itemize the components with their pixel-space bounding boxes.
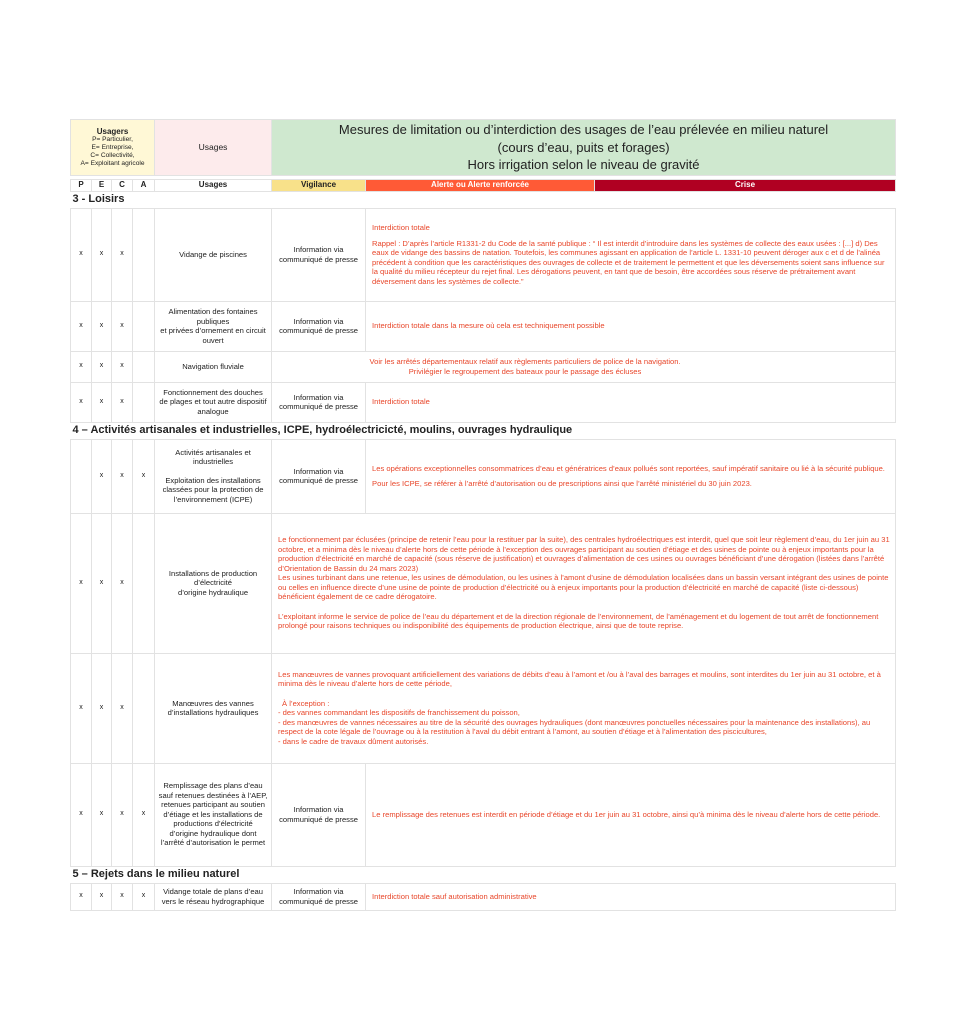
measure-cell xyxy=(272,351,896,382)
measure-cell: Interdiction totale xyxy=(366,382,896,422)
mark-p: x xyxy=(71,351,92,382)
mark-c: x xyxy=(112,653,133,763)
usage-cell: Manœuvres des vannes d’installations hydrauliques xyxy=(155,653,272,763)
usage-cell: Vidange totale de plans d’eau vers le réseau hydrographique xyxy=(155,883,272,910)
title-line-3: Hors irrigation selon le niveau de gravité xyxy=(467,157,700,173)
mark-a xyxy=(133,351,155,382)
mark-e: x xyxy=(92,382,112,422)
table-row xyxy=(71,763,896,866)
measure-item: - des manœuvres de vannes nécessaires au titre de la sécurité des ouvrages hydrauliques (dont manœuvres ponctuelles nécessaires pour la maintenance des installations), au respect de la cote légale de l’ouvrage ou à la restitution à l’aval du débit entrant à l’amont, au soutien d’étiage et à l’alimentation des piscicultures, xyxy=(278,717,871,737)
measure-cell xyxy=(366,439,896,513)
header-row xyxy=(71,120,896,176)
usage-line: Installations de production d’électricité xyxy=(168,568,258,588)
usage-line: d’origine hydraulique xyxy=(177,587,249,597)
measure-text: Interdiction totale xyxy=(372,223,430,233)
section-activites xyxy=(71,422,896,439)
usagers-title: Usagers xyxy=(96,126,129,136)
usage-line: Activités artisanales et industrielles xyxy=(175,447,251,467)
usage-cell: Fonctionnement des douches de plages et tout autre dispositif analogue xyxy=(155,382,272,422)
usage-cell: Vidange de piscines xyxy=(155,208,272,301)
section-rejets xyxy=(71,866,896,883)
mark-p: x xyxy=(71,382,92,422)
measure-line: Privilégier le regroupement des bateaux pour le passage des écluses xyxy=(408,366,642,376)
mark-a xyxy=(133,301,155,351)
mark-e: x xyxy=(92,763,112,866)
mark-c: x xyxy=(112,883,133,910)
mark-a xyxy=(133,208,155,301)
col-c: C xyxy=(112,179,133,191)
mark-e: x xyxy=(92,351,112,382)
table-row xyxy=(71,439,896,513)
mark-p: x xyxy=(71,883,92,910)
mark-a: x xyxy=(133,883,155,910)
usagers-legend-e: E= Entreprise, xyxy=(91,144,134,152)
mark-p: x xyxy=(71,653,92,763)
mark-c: x xyxy=(112,382,133,422)
mark-c: x xyxy=(112,351,133,382)
table-row xyxy=(71,382,896,422)
usage-cell: Remplissage des plans d’eau sauf retenues destinées à l’AEP, retenues participant au soutien d’étiage et les installations de productions d’électricité d’origine hydraulique dont l’arrêté d’autorisation le permet xyxy=(155,763,272,866)
measure-text: L’exploitant informe le service de police de l’eau du département et de la direction régionale de l’environnement, de l’aménagement et du logement de tout arrêt de fonctionnement prolongé pour raisons techniques ou indisponibilité des équipements de production électrique, ainsi que de toute reprise. xyxy=(278,611,879,631)
vigilance-cell: Information via communiqué de presse xyxy=(272,301,366,351)
measure-cell xyxy=(272,513,896,653)
mark-c: x xyxy=(112,301,133,351)
mark-a xyxy=(133,382,155,422)
usagers-legend-a: A= Exploitant agricole xyxy=(80,160,145,168)
table-row xyxy=(71,513,896,653)
usage-cell xyxy=(155,513,272,653)
section-title: 3 - Loisirs xyxy=(71,191,896,208)
section-title: 4 – Activités artisanales et industrielles, ICPE, hydroélectricicté, moulins, ouvrages hydraulique xyxy=(71,422,896,439)
usages-header: Usages xyxy=(155,120,272,176)
mark-a: x xyxy=(133,763,155,866)
usage-line: et privées d’ornement en circuit ouvert xyxy=(160,326,266,345)
page-title xyxy=(272,120,896,176)
section-loisirs xyxy=(71,191,896,208)
col-e: E xyxy=(92,179,112,191)
mark-p: x xyxy=(71,763,92,866)
table-row xyxy=(71,301,896,351)
measure-text: Les opérations exceptionnelles consommatrices d’eau et génératrices d’eaux pollués sont reportées, sauf impératif sanitaire ou lié à la sécurité publique. xyxy=(372,463,885,473)
table-row xyxy=(71,208,896,301)
measure-text: Pour les ICPE, se référer à l’arrêté d’autorisation ou de prescriptions ainsi que l’arrêté ministériel du 30 juin 2023. xyxy=(372,479,752,489)
usage-cell xyxy=(155,301,272,351)
measure-text: Les usines turbinant dans une retenue, les usines de démodulation, ou les usines à l’amont d’usine de démodulation localisées dans un bassin versant intégrant des usines de pointe ou celles en influence directe d’une usine de pointe de production d’électricité ou à enjeux importants pour la production d’électricité en marché de capacité (liste ci-dessous) bénéficient également de ce cadre dérogatoire. xyxy=(278,573,889,602)
usagers-legend-c: C= Collectivité, xyxy=(90,152,135,160)
mark-e: x xyxy=(92,301,112,351)
usage-line: Exploitation des installations classées pour la protection de l’environnement (ICPE) xyxy=(162,475,264,504)
measure-cell xyxy=(272,653,896,763)
measure-text: Rappel : D’après l’article R1331-2 du Code de la santé publique : “ Il est interdit d’introduire dans les systèmes de collecte des eaux usées : [...] d) Des eaux de vidange des bassins de natation. Toutefois, les communes agissant en application de l’article L. 1331-10 peuvent déroger aux c et d de l’alinéa précédent à condition que les caractéristiques des ouvrages de collecte et de traitement le permettent et que les déversements soient sans influence sur la qualité du milieu récepteur du rejet final. Les dérogations peuvent, en tant que de besoin, être accordées sous réserve de prétraitement avant déversement dans les systèmes de collecte.” xyxy=(372,238,885,286)
measure-line: Voir les arrêtés départementaux relatif aux règlements particuliers de police de la navigation. xyxy=(369,357,681,367)
table-row xyxy=(71,653,896,763)
measure-item: - dans le cadre de travaux dûment autorisés. xyxy=(278,736,429,746)
mark-p: x xyxy=(71,513,92,653)
mark-p xyxy=(71,439,92,513)
mark-a xyxy=(133,653,155,763)
mark-e: x xyxy=(92,208,112,301)
measure-item: - des vannes commandant les dispositifs de franchissement du poisson, xyxy=(278,708,520,718)
mark-c: x xyxy=(112,763,133,866)
title-line-1: Mesures de limitation ou d’interdiction des usages de l’eau prélevée en milieu naturel xyxy=(338,122,829,137)
title-line-2: (cours d’eau, puits et forages) xyxy=(497,139,670,155)
measure-text: À l’exception : xyxy=(282,698,330,708)
vigilance-cell: Information via communiqué de presse xyxy=(272,382,366,422)
usage-cell: Navigation fluviale xyxy=(155,351,272,382)
usagers-header xyxy=(71,120,155,176)
usage-cell xyxy=(155,439,272,513)
mark-a: x xyxy=(133,439,155,513)
vigilance-cell: Information via communiqué de presse xyxy=(272,763,366,866)
col-a: A xyxy=(133,179,155,191)
vigilance-cell: Information via communiqué de presse xyxy=(272,208,366,301)
measure-cell: Interdiction totale sauf autorisation administrative xyxy=(366,883,896,910)
mark-c: x xyxy=(112,513,133,653)
table-row xyxy=(71,883,896,910)
mark-p: x xyxy=(71,208,92,301)
mark-e: x xyxy=(92,883,112,910)
mark-c: x xyxy=(112,439,133,513)
column-header-row xyxy=(71,179,896,191)
col-vigilance: Vigilance xyxy=(272,179,366,191)
measure-text: Le fonctionnement par éclusées (principe de retenir l’eau pour la restituer par la suite), des centrales hydroélectriques est interdit, quel que soit leur règlement d’eau, du 1er juin au 31 octobre, et a minima dès le niveau d’alerte hors de cette période à l’exception des ouvrages participant au soutien d’étiage et des usines de pointe ou à enjeux importants pour la production d’électricité en marché de capacité (sous réserve de justification) et ouvrages d’alimentation de ces usines ou ouvrages bénéficiant d’une dérogation (listées dans l’arrêté d’Orientation de Bassin du 24 mars 2023) xyxy=(278,535,890,573)
mark-a xyxy=(133,513,155,653)
measures-table xyxy=(70,119,896,911)
measure-cell: Le remplissage des retenues est interdit en période d’étiage et du 1er juin au 31 octobre, ainsi qu’à minima dès le niveau d’alerte hors de cette période. xyxy=(366,763,896,866)
col-p: P xyxy=(71,179,92,191)
table-row xyxy=(71,351,896,382)
section-title: 5 – Rejets dans le milieu naturel xyxy=(71,866,896,883)
usage-line: Alimentation des fontaines publiques xyxy=(168,307,258,326)
col-usages: Usages xyxy=(155,179,272,191)
col-crise: Crise xyxy=(595,179,896,191)
vigilance-cell: Information via communiqué de presse xyxy=(272,883,366,910)
measure-cell: Interdiction totale dans la mesure où cela est techniquement possible xyxy=(366,301,896,351)
col-alerte: Alerte ou Alerte renforcée xyxy=(366,179,595,191)
mark-e: x xyxy=(92,439,112,513)
measure-cell xyxy=(366,208,896,301)
mark-c: x xyxy=(112,208,133,301)
mark-p: x xyxy=(71,301,92,351)
mark-e: x xyxy=(92,513,112,653)
mark-e: x xyxy=(92,653,112,763)
restriction-table xyxy=(70,119,895,911)
measure-text: Les manœuvres de vannes provoquant artificiellement des variations de débits d’eau à l’amont et /ou à l’aval des barrages et moulins, sont interdites du 1er juin au 31 octobre, et à minima dès le niveau d’alerte hors de cette période, xyxy=(278,669,881,689)
usagers-legend-p: P= Particulier, xyxy=(92,136,133,144)
vigilance-cell: Information via communiqué de presse xyxy=(272,439,366,513)
